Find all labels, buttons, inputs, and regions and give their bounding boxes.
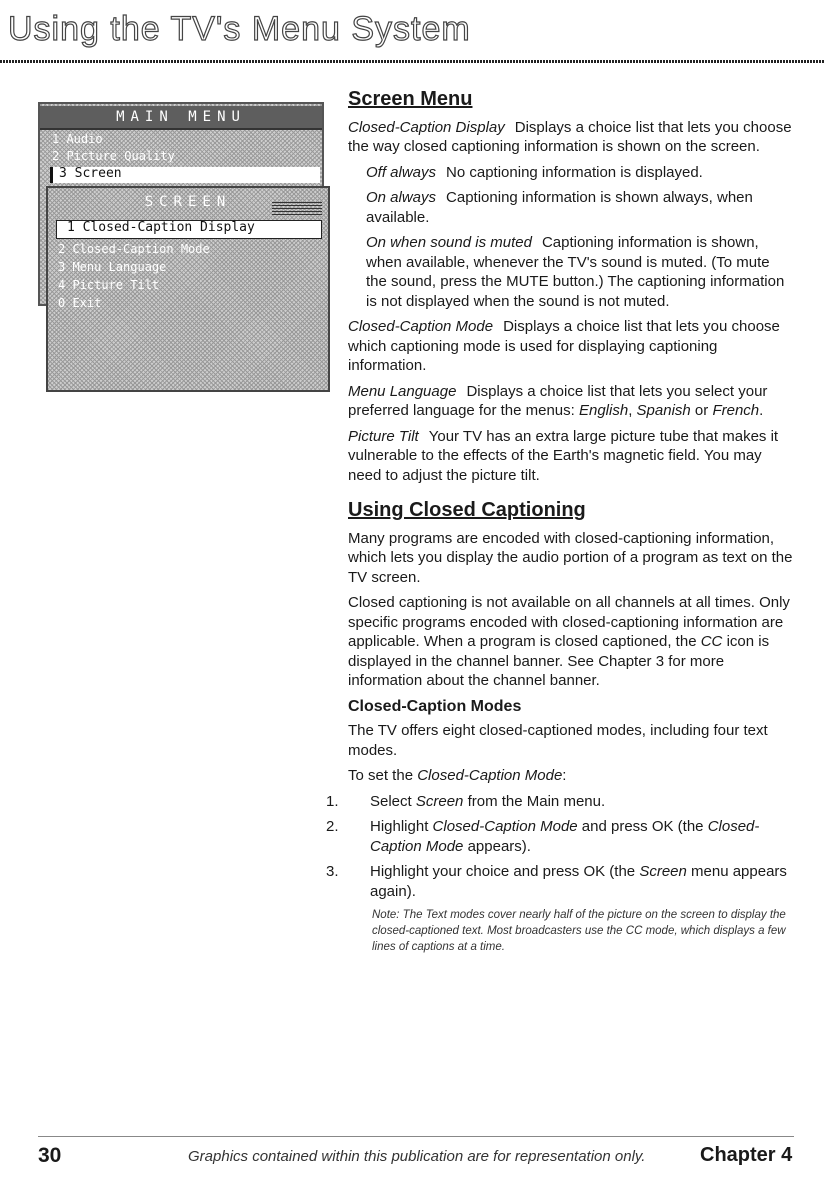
screen-menu-item-selected: 1 Closed-Caption Display <box>56 220 322 239</box>
term-cc-mode: Closed-Caption Mode <box>348 318 494 335</box>
text-span: To set the <box>348 767 414 784</box>
step-2 <box>326 817 794 856</box>
step-number: 2. <box>326 818 339 835</box>
paragraph-cc-modes: The TV offers eight closed-captioned modes, including four text modes. <box>348 722 768 759</box>
text-span: from the Main menu. <box>467 792 606 810</box>
screen-menu-item: 4 Picture Tilt <box>58 278 160 292</box>
text-span: menu appears again). <box>370 863 787 900</box>
lang-or: or <box>694 402 709 419</box>
step-number: 1. <box>326 792 339 810</box>
subheading-cc-modes: Closed-Caption Modes <box>348 697 522 715</box>
main-content <box>326 88 794 961</box>
page-header-title: Using the TV's Menu System <box>8 10 471 48</box>
paragraph-off-always <box>366 163 794 183</box>
paragraph-set-intro <box>348 766 794 786</box>
main-menu-item-selected: 3 Screen <box>50 167 320 183</box>
screen-menu-item: 3 Menu Language <box>58 260 167 274</box>
cc-term: CC <box>700 633 723 650</box>
main-menu-title: MAIN MENU <box>40 106 322 130</box>
page-number: 30 <box>38 1144 62 1167</box>
text-span: : <box>562 767 567 784</box>
text-span: and press OK (the <box>581 818 704 835</box>
step-1 <box>326 792 794 812</box>
desc-off-always: No captioning information is displayed. <box>446 163 703 181</box>
paragraph-on-muted <box>366 233 794 311</box>
desc-cc-mode: Displays a choice list that lets you choose which captioning mode is used for displaying captioning information. <box>348 318 780 374</box>
term-off-always: Off always <box>366 163 437 181</box>
text-span: icon is displayed in the channel banner. See Chapter 3 for more information about the channel banner. <box>348 633 770 689</box>
paragraph-cc-display <box>348 118 794 157</box>
term-screen: Screen <box>415 792 464 810</box>
paragraph-cc-intro: Many programs are encoded with closed-captioning information, which lets you display the audio portion of a program as text on the TV screen. <box>348 529 793 586</box>
desc-cc-display: Displays a choice list that lets you choose the way closed captioning information is shown on the screen. <box>348 118 792 155</box>
paragraph-picture-tilt <box>348 427 794 486</box>
section-heading-screen-menu: Screen Menu <box>348 88 473 110</box>
main-menu-item: 2 Picture Quality <box>52 149 175 163</box>
text-span: Select <box>370 792 412 810</box>
desc-on-muted: Captioning information is shown, when available, whenever the TV's sound is muted. (To mute the sound, press the MUTE button.) The captioning information is not displayed when the sound is not muted. <box>366 234 785 310</box>
term-picture-tilt: Picture Tilt <box>348 427 419 445</box>
header-divider <box>0 60 824 63</box>
term-screen: Screen <box>639 863 687 880</box>
paragraph-cc-availability <box>348 593 794 691</box>
step-3 <box>326 862 794 901</box>
step-number: 3. <box>326 863 339 880</box>
lang-spanish: Spanish <box>636 402 691 419</box>
main-menu-item: 1 Audio <box>52 132 103 146</box>
desc-picture-tilt: Your TV has an extra large picture tube that makes it vulnerable to the effects of the Earth's magnetic field. You may need to adjust the picture tilt. <box>348 427 779 484</box>
desc-on-always: Captioning information is shown always, when available. <box>366 189 753 226</box>
text-span: Closed captioning is not available on all channels at all times. Only specific programs encoded with closed-captioning information are applicable. When a program is closed captioned, the <box>348 594 790 650</box>
footer-note: Graphics contained within this publication are for representation only. <box>188 1148 646 1165</box>
term-cc-display: Closed-Caption Display <box>348 118 505 136</box>
term-cc-mode: Closed-Caption Mode <box>370 818 760 855</box>
screen-menu-figure <box>46 186 330 392</box>
term-on-always: On always <box>366 189 437 206</box>
term-on-muted: On when sound is muted <box>366 234 532 251</box>
text-span: Highlight <box>370 818 429 835</box>
note-text-modes: Note: The Text modes cover nearly half of the picture on the screen to display the closed-captioned text. Most broadcasters use the CC mode, which displays a few lines of captions at a time. <box>372 909 786 953</box>
term-menu-language: Menu Language <box>348 382 457 400</box>
section-heading-closed-captioning: Using Closed Captioning <box>348 499 586 521</box>
lang-english: English <box>578 402 629 419</box>
screen-menu-item: 0 Exit <box>58 296 102 310</box>
paragraph-menu-language: Menu Language Displays a choice list that lets you select your preferred language for the menus: English, Spanish or French. <box>348 382 768 419</box>
term-cc-mode: Closed-Caption Mode <box>417 767 563 784</box>
screen-menu-item: 2 Closed-Caption Mode <box>58 242 210 256</box>
screen-menu-title: SCREEN <box>144 194 232 210</box>
paragraph-cc-mode <box>348 317 794 376</box>
term-cc-mode: Closed-Caption Mode <box>432 818 578 835</box>
text-span: appears). <box>467 837 531 855</box>
lang-french: French <box>712 402 760 419</box>
footer-divider <box>38 1136 794 1137</box>
text-span: Highlight your choice and press OK (the <box>370 863 636 880</box>
scroll-indicator <box>272 202 322 216</box>
desc-menu-language: Displays a choice list that lets you select your preferred language for the menus: <box>348 382 768 419</box>
paragraph-on-always <box>366 188 794 227</box>
chapter-label: Chapter 4 <box>700 1144 793 1166</box>
